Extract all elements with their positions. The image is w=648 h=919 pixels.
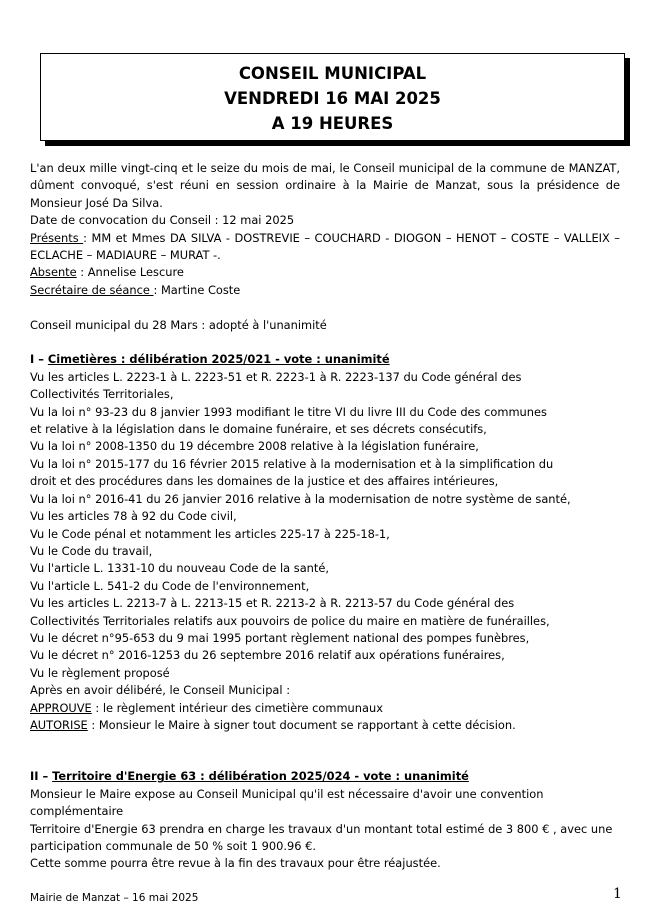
section-2-line: Territoire d'Energie 63 prendra en charge les travaux d'un montant total estimé de 3 800 € , avec une bbox=[30, 821, 613, 836]
section-1-line: Vu le règlement proposé bbox=[30, 665, 170, 680]
section-2-title: Territoire d'Energie 63 : délibération 2025/024 - vote : unanimité bbox=[52, 769, 469, 784]
absente-label: Absente bbox=[30, 265, 77, 280]
section-1-line: Vu la loi n° 2008-1350 du 19 décembre 2008 relative à la législation funéraire, bbox=[30, 439, 479, 454]
section-1-title: Cimetières : délibération 2025/021 - vote : unanimité bbox=[47, 352, 390, 367]
footer-text: Mairie de Manzat – 16 mai 2025 bbox=[30, 892, 199, 904]
section-1-heading bbox=[30, 351, 620, 368]
page-number: 1 bbox=[613, 886, 622, 902]
section-1-line: Vu le décret n° 2016-1253 du 26 septembre 2016 relatif aux opérations funéraires, bbox=[30, 648, 505, 663]
document-body bbox=[30, 160, 620, 873]
section-2-heading bbox=[30, 768, 620, 785]
section-1-line: Vu l'article L. 1331-10 du nouveau Code de la santé, bbox=[30, 561, 329, 576]
autorise-line bbox=[30, 717, 620, 734]
section-2-prefix: II – bbox=[30, 769, 53, 784]
autorise-label: AUTORISE bbox=[30, 717, 88, 732]
approuve-label: APPROUVE bbox=[30, 700, 92, 715]
section-2-line: Monsieur le Maire expose au Conseil Municipal qu'il est nécessaire d'avoir une convention bbox=[30, 786, 544, 801]
absente-name: : Annelise Lescure bbox=[76, 265, 184, 280]
section-1-line: Vu le décret n°95-653 du 9 mai 1995 portant règlement national des pompes funèbres, bbox=[30, 630, 530, 645]
section-1-line: Après en avoir délibéré, le Conseil Municipal : bbox=[30, 683, 291, 698]
title-box bbox=[40, 53, 625, 141]
section-1-line: Vu la loi n° 93-23 du 8 janvier 1993 modifiant le titre VI du livre III du Code des communes bbox=[30, 404, 547, 419]
section-1-line: Vu le Code du travail, bbox=[30, 543, 153, 558]
section-1-line: Collectivités Territoriales relatifs aux pouvoirs de police du maire en matière de funérailles, bbox=[30, 613, 550, 628]
secretaire-name: : Martine Coste bbox=[153, 282, 241, 297]
title-line-2: VENDREDI 16 MAI 2025 bbox=[224, 89, 441, 108]
intro-paragraph: L'an deux mille vingt-cinq et le seize du mois de mai, le Conseil municipal de la commune de MANZAT, dûment convoqué, s'est réuni en session ordinaire à la Mairie de Manzat, sous la présidence de Monsieur José Da Silva. bbox=[30, 161, 620, 210]
section-1-line: Vu le Code pénal et notamment les articles 225-17 à 225-18-1, bbox=[30, 526, 390, 541]
section-1-line: Vu les articles L. 2213-7 à L. 2213-15 et R. 2213-2 à R. 2213-57 du Code général des bbox=[30, 596, 515, 611]
section-2-line: complémentaire bbox=[30, 804, 124, 819]
presents-paragraph bbox=[30, 230, 620, 265]
minutes-approval: Conseil municipal du 28 Mars : adopté à l'unanimité bbox=[30, 317, 327, 332]
section-2-line: Cette somme pourra être revue à la fin des travaux pour être réajustée. bbox=[30, 856, 441, 871]
title-line-1: CONSEIL MUNICIPAL bbox=[238, 64, 427, 83]
section-1-prefix: I – bbox=[30, 352, 48, 367]
title-line-3: A 19 HEURES bbox=[271, 114, 394, 133]
absente-line bbox=[30, 264, 620, 281]
section-1-line: Vu les articles L. 2223-1 à L. 2223-51 et R. 2223-1 à R. 2223-137 du Code général des bbox=[30, 369, 522, 384]
section-1-line: Collectivités Territoriales, bbox=[30, 387, 174, 402]
section-1-line: Vu la loi n° 2016-41 du 26 janvier 2016 relative à la modernisation de notre système de santé, bbox=[30, 491, 571, 506]
section-1-line: Vu la loi n° 2015-177 du 16 février 2015 relative à la modernisation et à la simplification du bbox=[30, 456, 554, 471]
approuve-text: : le règlement intérieur des cimetière communaux bbox=[91, 700, 383, 715]
presents-list: : MM et Mmes DA SILVA - DOSTREVIE – COUCHARD - DIOGON – HENOT – COSTE – VALLEIX – ECLACHE – MADIAURE – MURAT -. bbox=[30, 230, 620, 263]
section-1-line: et relative à la législation dans le domaine funéraire, et ses décrets consécutifs, bbox=[30, 422, 487, 437]
presents-label: Présents bbox=[30, 230, 84, 245]
section-1-line: Vu l'article L. 541-2 du Code de l'environnement, bbox=[30, 578, 310, 593]
secretaire-line bbox=[30, 282, 620, 299]
secretaire-label: Secrétaire de séance bbox=[30, 282, 154, 297]
autorise-text: : Monsieur le Maire à signer tout document se rapportant à cette décision. bbox=[87, 717, 516, 732]
section-2-line: participation communale de 50 % soit 1 900.96 €. bbox=[30, 839, 317, 853]
approuve-line bbox=[30, 700, 620, 717]
section-1-line: droit et des procédures dans les domaines de la justice et des affaires intérieures, bbox=[30, 474, 499, 489]
convocation-date: Date de convocation du Conseil : 12 mai 2025 bbox=[30, 213, 295, 228]
section-1-line: Vu les articles 78 à 92 du Code civil, bbox=[30, 509, 237, 524]
